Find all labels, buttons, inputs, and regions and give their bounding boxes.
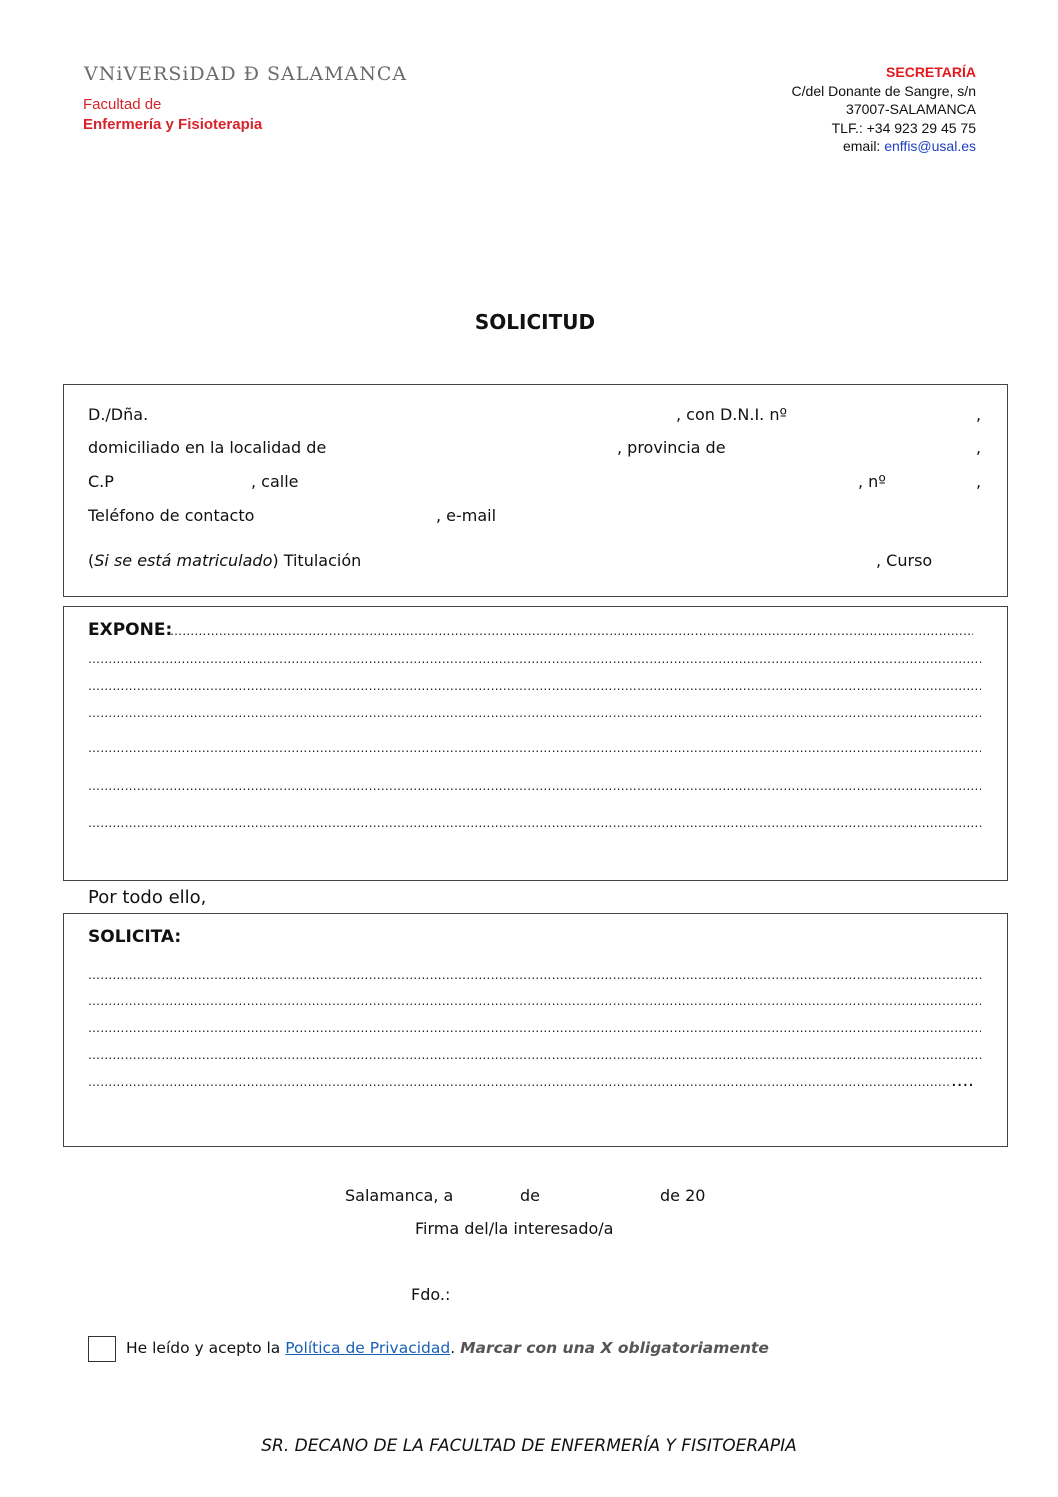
comma-1: , [976,405,982,424]
street-label: , calle [251,472,299,491]
page-title: SOLICITUD [474,310,596,334]
number-label: , nº [858,472,886,491]
expone-dotted-line-2 [88,652,981,666]
signature-de-year: de 20 [660,1186,706,1205]
privacy-prefix: He leído y acepto la [126,1339,281,1357]
signature-place: Salamanca, a [345,1186,454,1205]
solicita-dotted-tail: .... [951,1070,974,1091]
solicita-dotted-line-4 [88,1048,981,1062]
province-label: , provincia de [617,438,726,457]
dni-label: , con D.N.I. nº [676,405,788,424]
expone-dotted-line-7 [88,816,981,830]
university-logo-text: VNiVERSiDAD Đ SALAMANCA [84,63,408,85]
signature-fdo: Fdo.: [411,1285,451,1304]
email-line [792,137,976,156]
solicita-dotted-line-5 [88,1075,950,1089]
course-label: , Curso [876,551,933,570]
locality-label: domiciliado en la localidad de [88,438,327,457]
cp-label: C.P [88,472,114,491]
phone-contact-label: Teléfono de contacto [88,506,255,525]
por-todo-ello-text: Por todo ello, [88,887,207,908]
signature-firma: Firma del/la interesado/a [415,1219,614,1238]
solicita-dotted-line-1 [88,968,981,982]
solicita-label: SOLICITA: [88,927,182,947]
degree-label [88,551,361,570]
expone-label: EXPONE: [88,620,173,640]
expone-dotted-line-6 [88,779,981,793]
faculty-name-line2: Enfermería y Fisioterapia [83,116,263,133]
solicita-dotted-line-3 [88,1021,981,1035]
phone-line: TLF.: +34 923 29 45 75 [831,119,976,136]
solicita-dotted-line-2 [88,994,981,1008]
expone-dotted-line-5 [88,741,981,755]
address-line-2: 37007-SALAMANCA [846,101,976,117]
privacy-text [126,1339,769,1357]
address-line-1: C/del Donante de Sangre, s/n [791,82,976,99]
signature-de-1: de [520,1186,540,1205]
name-label: D./Dña. [88,405,149,424]
privacy-policy-link[interactable]: Política de Privacidad [285,1339,451,1357]
secretaria-heading: SECRETARÍA [886,64,976,80]
email-address[interactable]: enffis@usal.es [884,138,976,154]
faculty-name-line1: Facultad de [83,96,162,113]
degree-open-paren: ( [88,551,95,570]
degree-enrolled-note: Si se está matriculado [94,551,273,570]
expone-dotted-line-3 [88,679,981,693]
privacy-dot: . [450,1339,456,1357]
contact-email-label: , e-mail [436,506,497,525]
degree-label-text: ) Titulación [272,551,362,570]
expone-dotted-line-4 [88,706,981,720]
comma-2: , [976,438,982,457]
comma-3: , [976,472,982,491]
secretaria-address-block [792,63,976,156]
email-label: email: [842,138,881,154]
addressee-line: SR. DECANO DE LA FACULTAD DE ENFERMERÍA Y FISITOERAPIA [261,1436,797,1456]
privacy-checkbox[interactable] [88,1336,116,1362]
privacy-mandatory-note: Marcar con una X obligatoriamente [460,1339,769,1357]
expone-dotted-line-1 [170,624,973,638]
